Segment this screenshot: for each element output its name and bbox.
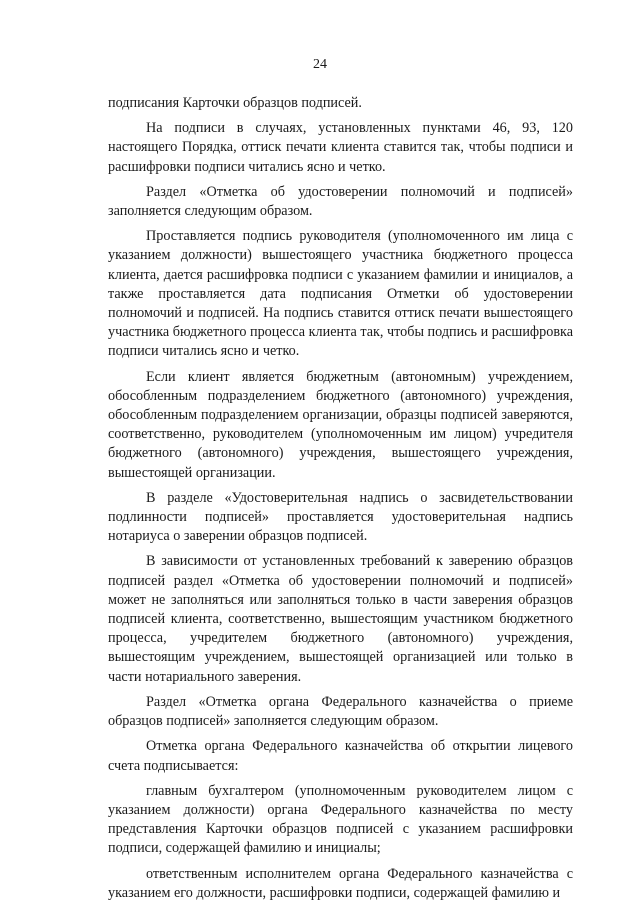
paragraph: подписания Карточки образцов подписей. — [108, 95, 362, 111]
paragraph: Раздел «Отметка об удостоверении полномочий и подписей» заполняется следующим образом. — [108, 183, 573, 220]
page-number: 24 — [313, 57, 327, 72]
paragraph: ответственным исполнителем органа Федерального казначейства с указанием его должности, расшифровки подписи, содержащей фамилию и — [108, 865, 573, 901]
paragraph: На подписи в случаях, установленных пунктами 46, 93, 120 настоящего Порядка, оттиск печати клиента ставится так, чтобы подписи и расшифровки подписи читались ясно и четко. — [108, 120, 573, 175]
paragraph: Раздел «Отметка органа Федерального казначейства о приеме образцов подписей» заполняется следующим образом. — [108, 693, 573, 730]
paragraph: Если клиент является бюджетным (автономным) учреждением, обособленным подразделением бюджетного (автономного) учреждения, обособленным подразделением организации, образцы подписей заверяются, соответственно, руководителем (уполномоченным им лицом) учредителя бюджетного (автономного) учреждения, вышестоящего учреждения, вышестоящей организации. — [108, 368, 573, 481]
paragraph: Проставляется подпись руководителя (уполномоченного им лица с указанием должности) вышестоящего участника бюджетного процесса клиента, дается расшифровка подписи с указанием фамилии и инициалов, а также проставляется дата подписания Отметки об удостоверении полномочий и подписей. На подпись ставится оттиск печати вышестоящего участника бюджетного процесса клиента так, чтобы подпись и расшифровка подписи читались ясно и четко. — [108, 228, 573, 360]
paragraph: В разделе «Удостоверительная надпись о засвидетельствовании подлинности подписей» проставляется удостоверительная надпись нотариуса о заверении образцов подписей. — [108, 489, 573, 545]
document-body — [108, 94, 573, 909]
paragraph: Отметка органа Федерального казначейства об открытии лицевого счета подписывается: — [108, 738, 573, 774]
paragraph: главным бухгалтером (уполномоченным руководителем лицом с указанием должности) органа Федерального казначейства по месту представления Карточки образцов подписей с указанием расшифровки подписи, содержащей фамилию и инициалы; — [108, 782, 573, 857]
paragraph: В зависимости от установленных требований к заверению образцов подписей раздел «Отметка об удостоверении полномочий и подписей» может не заполняться или заполняться только в части заверения образцов подписей клиента, соответственно, вышестоящим участником бюджетного процесса, учредителем бюджетного (автономного) учреждения, вышестоящим учреждением, вышестоящей организацией или только в части нотариального заверения. — [108, 553, 573, 685]
